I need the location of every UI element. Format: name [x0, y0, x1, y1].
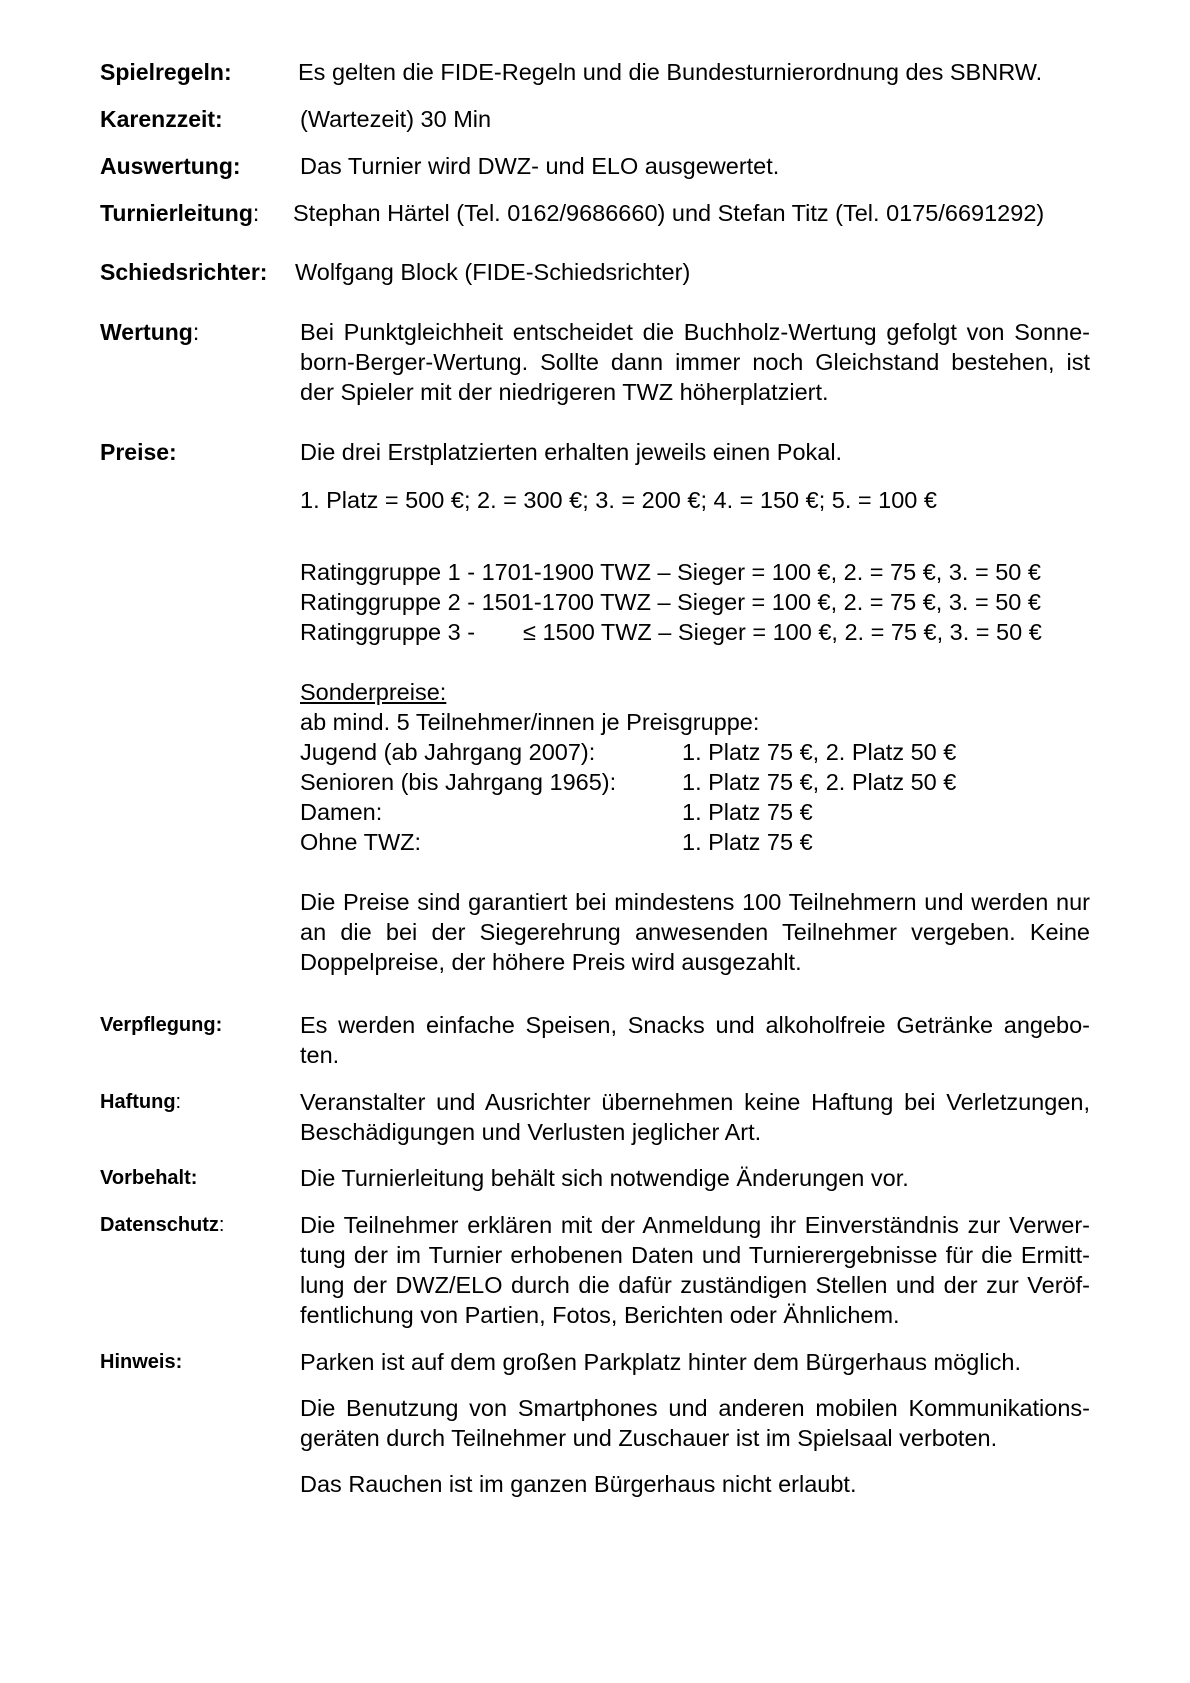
label-auswertung: Auswertung:	[100, 153, 241, 179]
text-turnierleitung: Stephan Härtel (Tel. 0162/9686660) und Stefan Titz (Tel. 0175/6691292)	[293, 200, 1045, 226]
text-datenschutz: Die Teilnehmer erklären mit der Anmeldung ihr Einverständnis zur Verwer-tung der im Turnier erhobenen Daten und Turnierergebnisse für die Ermitt-lung der DWZ/ELO durch die dafür zuständigen Stellen und der zur Veröf-fentlichung von Partien, Fotos, Berichten oder Ähnlichem.	[300, 1212, 1090, 1328]
preise-rating-2: Ratinggruppe 2 - 1501-1700 TWZ – Sieger = 100 €, 2. = 75 €, 3. = 50 €	[300, 589, 1041, 615]
sonder-group: Senioren (bis Jahrgang 1965):	[300, 769, 617, 795]
label-vorbehalt: Vorbehalt:	[100, 1167, 198, 1189]
label-schiedsrichter: Schiedsrichter:	[100, 259, 268, 285]
sonderpreise-heading: Sonderpreise:	[300, 679, 447, 705]
text-schiedsrichter: Wolfgang Block (FIDE-Schiedsrichter)	[295, 259, 691, 285]
preise-rating-1: Ratinggruppe 1 - 1701-1900 TWZ – Sieger = 100 €, 2. = 75 €, 3. = 50 €	[300, 559, 1041, 585]
hinweis-smartphones: Die Benutzung von Smartphones und anderen mobilen Kommunikations-geräten durch Teilnehmer und Zuschauer ist im Spielsaal verboten.	[300, 1395, 1090, 1451]
preise-garantie: Die Preise sind garantiert bei mindestens 100 Teilnehmern und werden nur an die bei der Siegerehrung anwesenden Teilnehmer vergeben. Keine Doppelpreise, der höhere Preis wird ausgezahlt.	[300, 889, 1090, 975]
sonder-prize: 1. Platz 75 €, 2. Platz 50 €	[682, 739, 957, 765]
label-wertung: Wertung:	[100, 319, 200, 345]
label-turnierleitung: Turnierleitung:	[100, 200, 260, 226]
label-spielregeln: Spielregeln:	[100, 59, 232, 85]
sonderpreise-intro: ab mind. 5 Teilnehmer/innen je Preisgruppe:	[300, 709, 760, 735]
text-haftung: Veranstalter und Ausrichter übernehmen keine Haftung bei Verletzungen, Beschädigungen und Verlusten jeglicher Art.	[300, 1089, 1090, 1145]
preise-rating-3: Ratinggruppe 3 - ≤ 1500 TWZ – Sieger = 100 €, 2. = 75 €, 3. = 50 €	[300, 619, 1042, 645]
preise-content	[300, 437, 1090, 977]
label-datenschutz: Datenschutz:	[100, 1214, 225, 1236]
sonder-prize: 1. Platz 75 €	[682, 829, 813, 855]
text-auswertung: Das Turnier wird DWZ- und ELO ausgewertet.	[300, 153, 780, 179]
text-wertung: Bei Punktgleichheit entscheidet die Buchholz-Wertung gefolgt von Sonne-born-Berger-Wertung. Sollte dann immer noch Gleichstand bestehen, ist der Spieler mit der niedrigeren TWZ höherplatziert.	[300, 319, 1090, 405]
label-preise: Preise:	[100, 439, 177, 465]
hinweis-rauchen: Das Rauchen ist im ganzen Bürgerhaus nicht erlaubt.	[300, 1471, 857, 1497]
sonder-group: Damen:	[300, 799, 383, 825]
text-spielregeln: Es gelten die FIDE-Regeln und die Bundesturnierordnung des SBNRW.	[298, 59, 1043, 85]
sonder-prize: 1. Platz 75 €, 2. Platz 50 €	[682, 769, 957, 795]
label-verpflegung: Verpflegung:	[100, 1014, 223, 1036]
hinweis-content	[300, 1347, 1090, 1499]
label-haftung: Haftung:	[100, 1091, 182, 1113]
label-karenzzeit: Karenzzeit:	[100, 106, 223, 132]
text-vorbehalt: Die Turnierleitung behält sich notwendige Änderungen vor.	[300, 1165, 909, 1191]
sonder-group: Jugend (ab Jahrgang 2007):	[300, 739, 596, 765]
sonder-group: Ohne TWZ:	[300, 829, 422, 855]
label-hinweis: Hinweis:	[100, 1351, 183, 1373]
hinweis-parken: Parken ist auf dem großen Parkplatz hinter dem Bürgerhaus möglich.	[300, 1349, 1022, 1375]
text-verpflegung: Es werden einfache Speisen, Snacks und alkoholfreie Getränke angebo-ten.	[300, 1012, 1090, 1068]
sonder-prize: 1. Platz 75 €	[682, 799, 813, 825]
preise-pokal: Die drei Erstplatzierten erhalten jeweils einen Pokal.	[300, 439, 843, 465]
sonderpreise-list	[300, 737, 1090, 857]
preise-platz: 1. Platz = 500 €; 2. = 300 €; 3. = 200 €; 4. = 150 €; 5. = 100 €	[300, 487, 937, 513]
text-karenzzeit: (Wartezeit) 30 Min	[300, 106, 492, 132]
